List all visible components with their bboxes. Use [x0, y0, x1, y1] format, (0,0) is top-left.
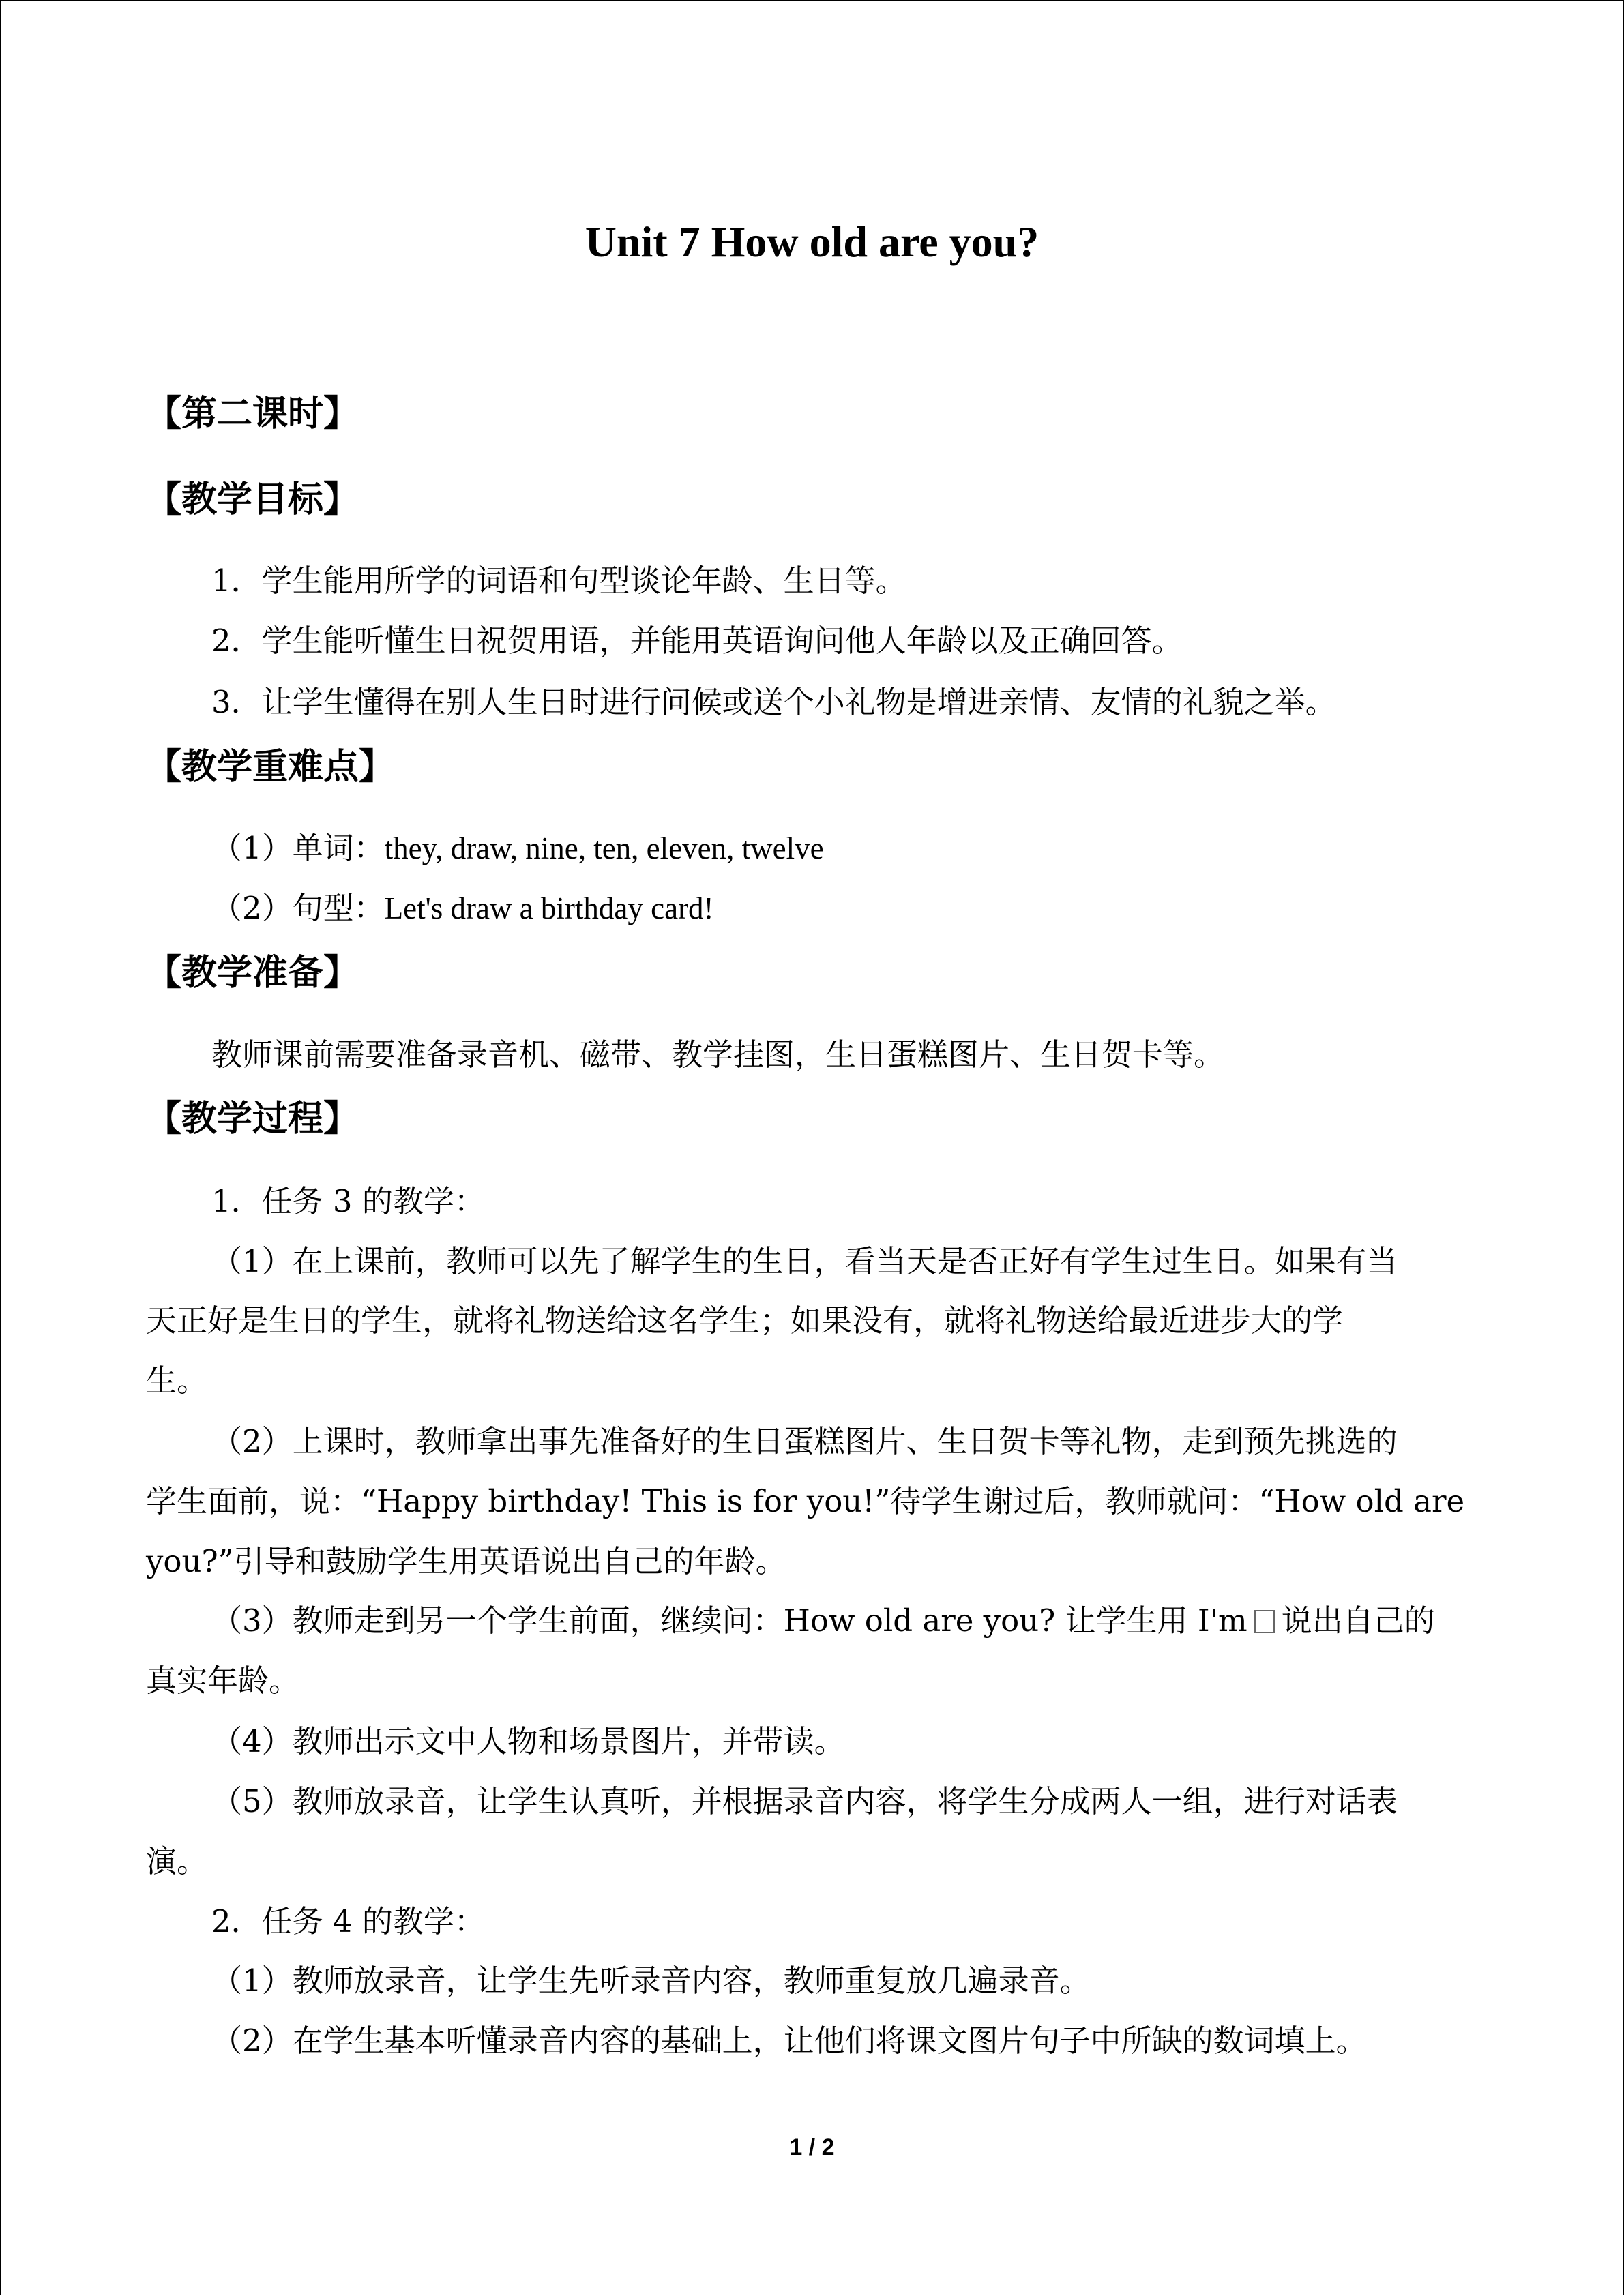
task4-title: 2．任务 4 的教学：: [211, 1903, 485, 1939]
blank-box-icon: [1254, 1610, 1275, 1633]
p3-text-b: 说出自己的: [1281, 1602, 1435, 1639]
words-list: they, draw, nine, ten, eleven, twelve: [384, 831, 824, 865]
paragraph-line: you?”引导和鼓励学生用英语说出自己的年龄。: [146, 1543, 786, 1579]
objective-item: 2．学生能听懂生日祝贺用语，并能用英语询问他人年龄以及正确回答。: [211, 623, 1183, 659]
paragraph-line: [211, 1599, 1435, 1643]
page-number: 1 / 2: [789, 2134, 835, 2160]
key-points-heading: 【教学重难点】: [146, 747, 395, 788]
prep-heading: 【教学准备】: [146, 953, 359, 994]
prep-text: 教师课前需要准备录音机、磁带、教学挂图，生日蛋糕图片、生日贺卡等。: [211, 1037, 1225, 1073]
paragraph-line: 天正好是生日的学生，就将礼物送给这名学生；如果没有，就将礼物送给最近进步大的学: [146, 1302, 1344, 1339]
paragraph-line: （1）教师放录音，让学生先听录音内容，教师重复放几遍录音。: [211, 1963, 1091, 1999]
task3-title: 1．任务 3 的教学：: [211, 1183, 485, 1219]
sentence-text: Let's draw a birthday card!: [384, 891, 714, 925]
objective-item: 1．学生能用所学的词语和句型谈论年龄、生日等。: [211, 563, 906, 599]
paragraph-line: 生。: [146, 1362, 208, 1399]
sentence-label: （2）句型：: [211, 890, 385, 926]
objective-item: 3．让学生懂得在别人生日时进行问候或送个小礼物是增进亲情、友情的礼貌之举。: [211, 684, 1336, 720]
paragraph-line: （2）上课时，教师拿出事先准备好的生日蛋糕图片、生日贺卡等礼物，走到预先挑选的: [211, 1423, 1398, 1459]
lesson-heading: 【第二课时】: [146, 393, 359, 434]
paragraph-line: （2）在学生基本听懂录音内容的基础上，让他们将课文图片句子中所缺的数词填上。: [211, 2023, 1367, 2059]
paragraph-line: （5）教师放录音，让学生认真听，并根据录音内容，将学生分成两人一组，进行对话表: [211, 1783, 1398, 1819]
key-points-words: [211, 826, 824, 870]
paragraph-line: （1）在上课前，教师可以先了解学生的生日，看当天是否正好有学生过生日。如果有当: [211, 1243, 1398, 1279]
process-heading: 【教学过程】: [146, 1099, 359, 1139]
p3-text-a: （3）教师走到另一个学生前面，继续问：How old are you? 让学生用 I'm: [211, 1602, 1247, 1639]
paragraph-line: 学生面前，说：“Happy birthday! This is for you!”待学生谢过后，教师就问：“How old are: [146, 1483, 1465, 1519]
paragraph-line: 演。: [146, 1843, 208, 1879]
document-title: Unit 7 How old are you?: [585, 218, 1039, 266]
paragraph-line: 真实年龄。: [146, 1663, 300, 1699]
objectives-heading: 【教学目标】: [146, 479, 359, 520]
words-label: （1）单词：: [211, 830, 385, 866]
paragraph-line: （4）教师出示文中人物和场景图片，并带读。: [211, 1723, 845, 1759]
key-points-sentence: [211, 886, 714, 930]
